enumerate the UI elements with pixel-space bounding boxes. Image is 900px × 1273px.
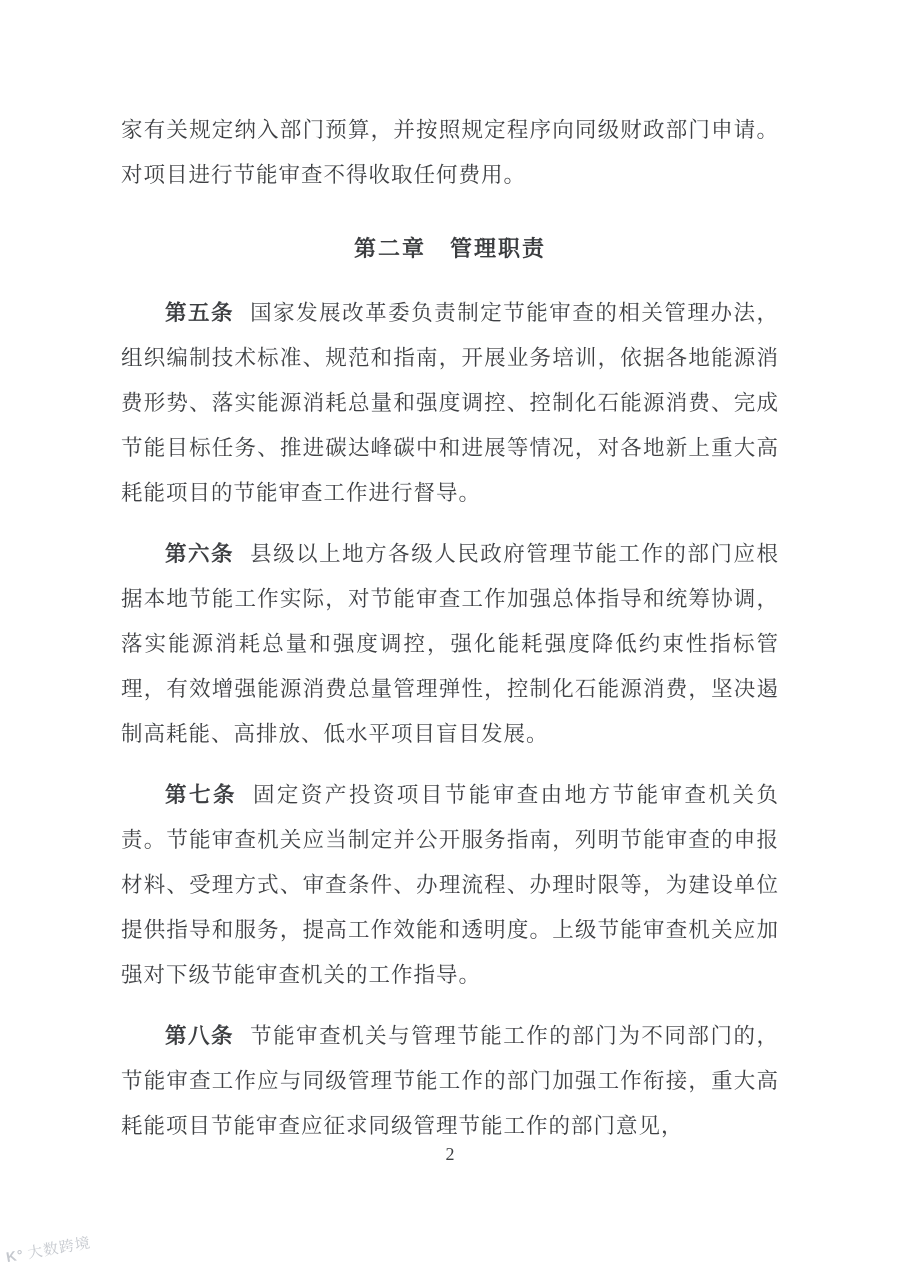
article-text: 国家发展改革委负责制定节能审查的相关管理办法，组织编制技术标准、规范和指南，开展业务培训，依据各地能源消费形势、落实能源消耗总量和强度调控、控制化石能源消费、完成节能目标任务、推进碳达峰碳中和进展等情况，对各地新上重大高耗能项目的节能审查工作进行督导。: [121, 301, 779, 505]
article-label: 第六条: [165, 542, 235, 566]
article-label: 第八条: [165, 1024, 235, 1048]
continuation-paragraph: 家有关规定纳入部门预算，并按照规定程序向同级财政部门申请。对项目进行节能审查不得收取任何费用。: [121, 118, 779, 187]
article-paragraph: [121, 532, 779, 757]
article-paragraph: [121, 291, 779, 516]
article-text: 节能审查机关与管理节能工作的部门为不同部门的，节能审查工作应与同级管理节能工作的部门加强工作衔接，重大高耗能项目节能审查应征求同级管理节能工作的部门意见，: [121, 1024, 779, 1138]
article-text: 固定资产投资项目节能审查由地方节能审查机关负责。节能审查机关应当制定并公开服务指南，列明节能审查的申报材料、受理方式、审查条件、办理流程、办理时限等，为建设单位提供指导和服务，提高工作效能和透明度。上级节能审查机关应加强对下级节能审查机关的工作指导。: [121, 783, 779, 987]
chapter-heading: 第二章 管理职责: [353, 236, 546, 261]
article-text: 县级以上地方各级人民政府管理节能工作的部门应根据本地节能工作实际，对节能审查工作加强总体指导和统筹协调，落实能源消耗总量和强度调控，强化能耗强度降低约束性指标管理，有效增强能源消费总量管理弹性，控制化石能源消费，坚决遏制高耗能、高排放、低水平项目盲目发展。: [121, 542, 779, 746]
watermark-logo-icon: K°: [4, 1245, 26, 1265]
page-number: 2: [445, 1144, 455, 1164]
article-paragraph: [121, 1014, 779, 1149]
article-label: 第七条: [165, 783, 237, 807]
watermark: [4, 1231, 92, 1267]
watermark-text: 大数跨境: [26, 1234, 93, 1263]
document-body: [121, 108, 779, 1165]
article-label: 第五条: [165, 301, 235, 325]
article-paragraph: [121, 773, 779, 998]
